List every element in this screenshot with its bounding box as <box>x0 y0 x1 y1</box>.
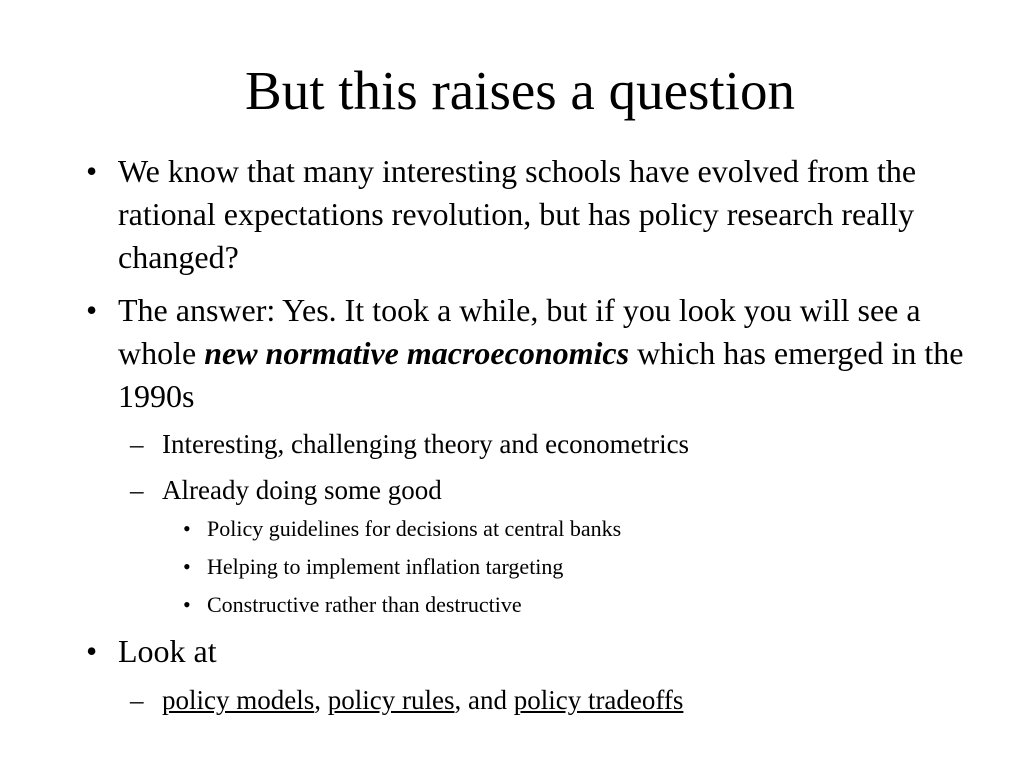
bullet-marker: • <box>86 633 98 669</box>
sub-bullet-text <box>162 682 980 718</box>
sub-bullet-text: Already doing some good <box>162 475 442 505</box>
sub-sub-bullet-text: Constructive rather than destructive <box>207 592 522 617</box>
sub-bullet-text: Interesting, challenging theory and econometrics <box>162 429 690 459</box>
separator-text: , <box>314 685 328 715</box>
sub-sub-bullet-item <box>183 590 983 620</box>
emphasis-text: new normative macroeconomics <box>204 335 630 371</box>
sub-sub-bullet-text: Policy guidelines for decisions at central banks <box>207 516 622 541</box>
policy-rules-link[interactable]: policy rules <box>327 685 455 715</box>
sub-bullet-item <box>130 426 980 462</box>
bullet-marker: • <box>86 292 98 328</box>
bullet-marker: • <box>183 516 191 541</box>
policy-models-link[interactable]: policy models <box>162 685 315 715</box>
dash-marker: – <box>130 429 144 459</box>
bullet-marker: • <box>183 592 191 617</box>
bullet-text <box>118 289 966 418</box>
bullet-item <box>86 289 966 418</box>
separator-text: , and <box>454 685 514 715</box>
sub-sub-bullet-item <box>183 514 983 544</box>
sub-bullet-item <box>130 682 980 718</box>
dash-marker: – <box>130 685 144 715</box>
bullet-marker: • <box>86 153 98 189</box>
sub-sub-bullet-item <box>183 552 983 582</box>
bullet-text: We know that many interesting schools have evolved from the rational expectations revolution, but has policy research really changed? <box>118 153 917 275</box>
bullet-marker: • <box>183 554 191 579</box>
policy-tradeoffs-link[interactable]: policy tradeoffs <box>513 685 684 715</box>
bullet-text: Look at <box>118 633 217 669</box>
sub-bullet-item <box>130 472 980 508</box>
bullet-text-end: which has emerged in the 1990s <box>118 335 964 414</box>
bullet-item <box>86 630 966 673</box>
bullet-item <box>86 150 966 279</box>
slide-title: But this raises a question <box>245 60 795 121</box>
bullet-text-start: The answer: Yes. It took a while, but if you look you will see a whole <box>118 292 921 371</box>
sub-sub-bullet-text: Helping to implement inflation targeting <box>207 554 564 579</box>
dash-marker: – <box>130 475 144 505</box>
